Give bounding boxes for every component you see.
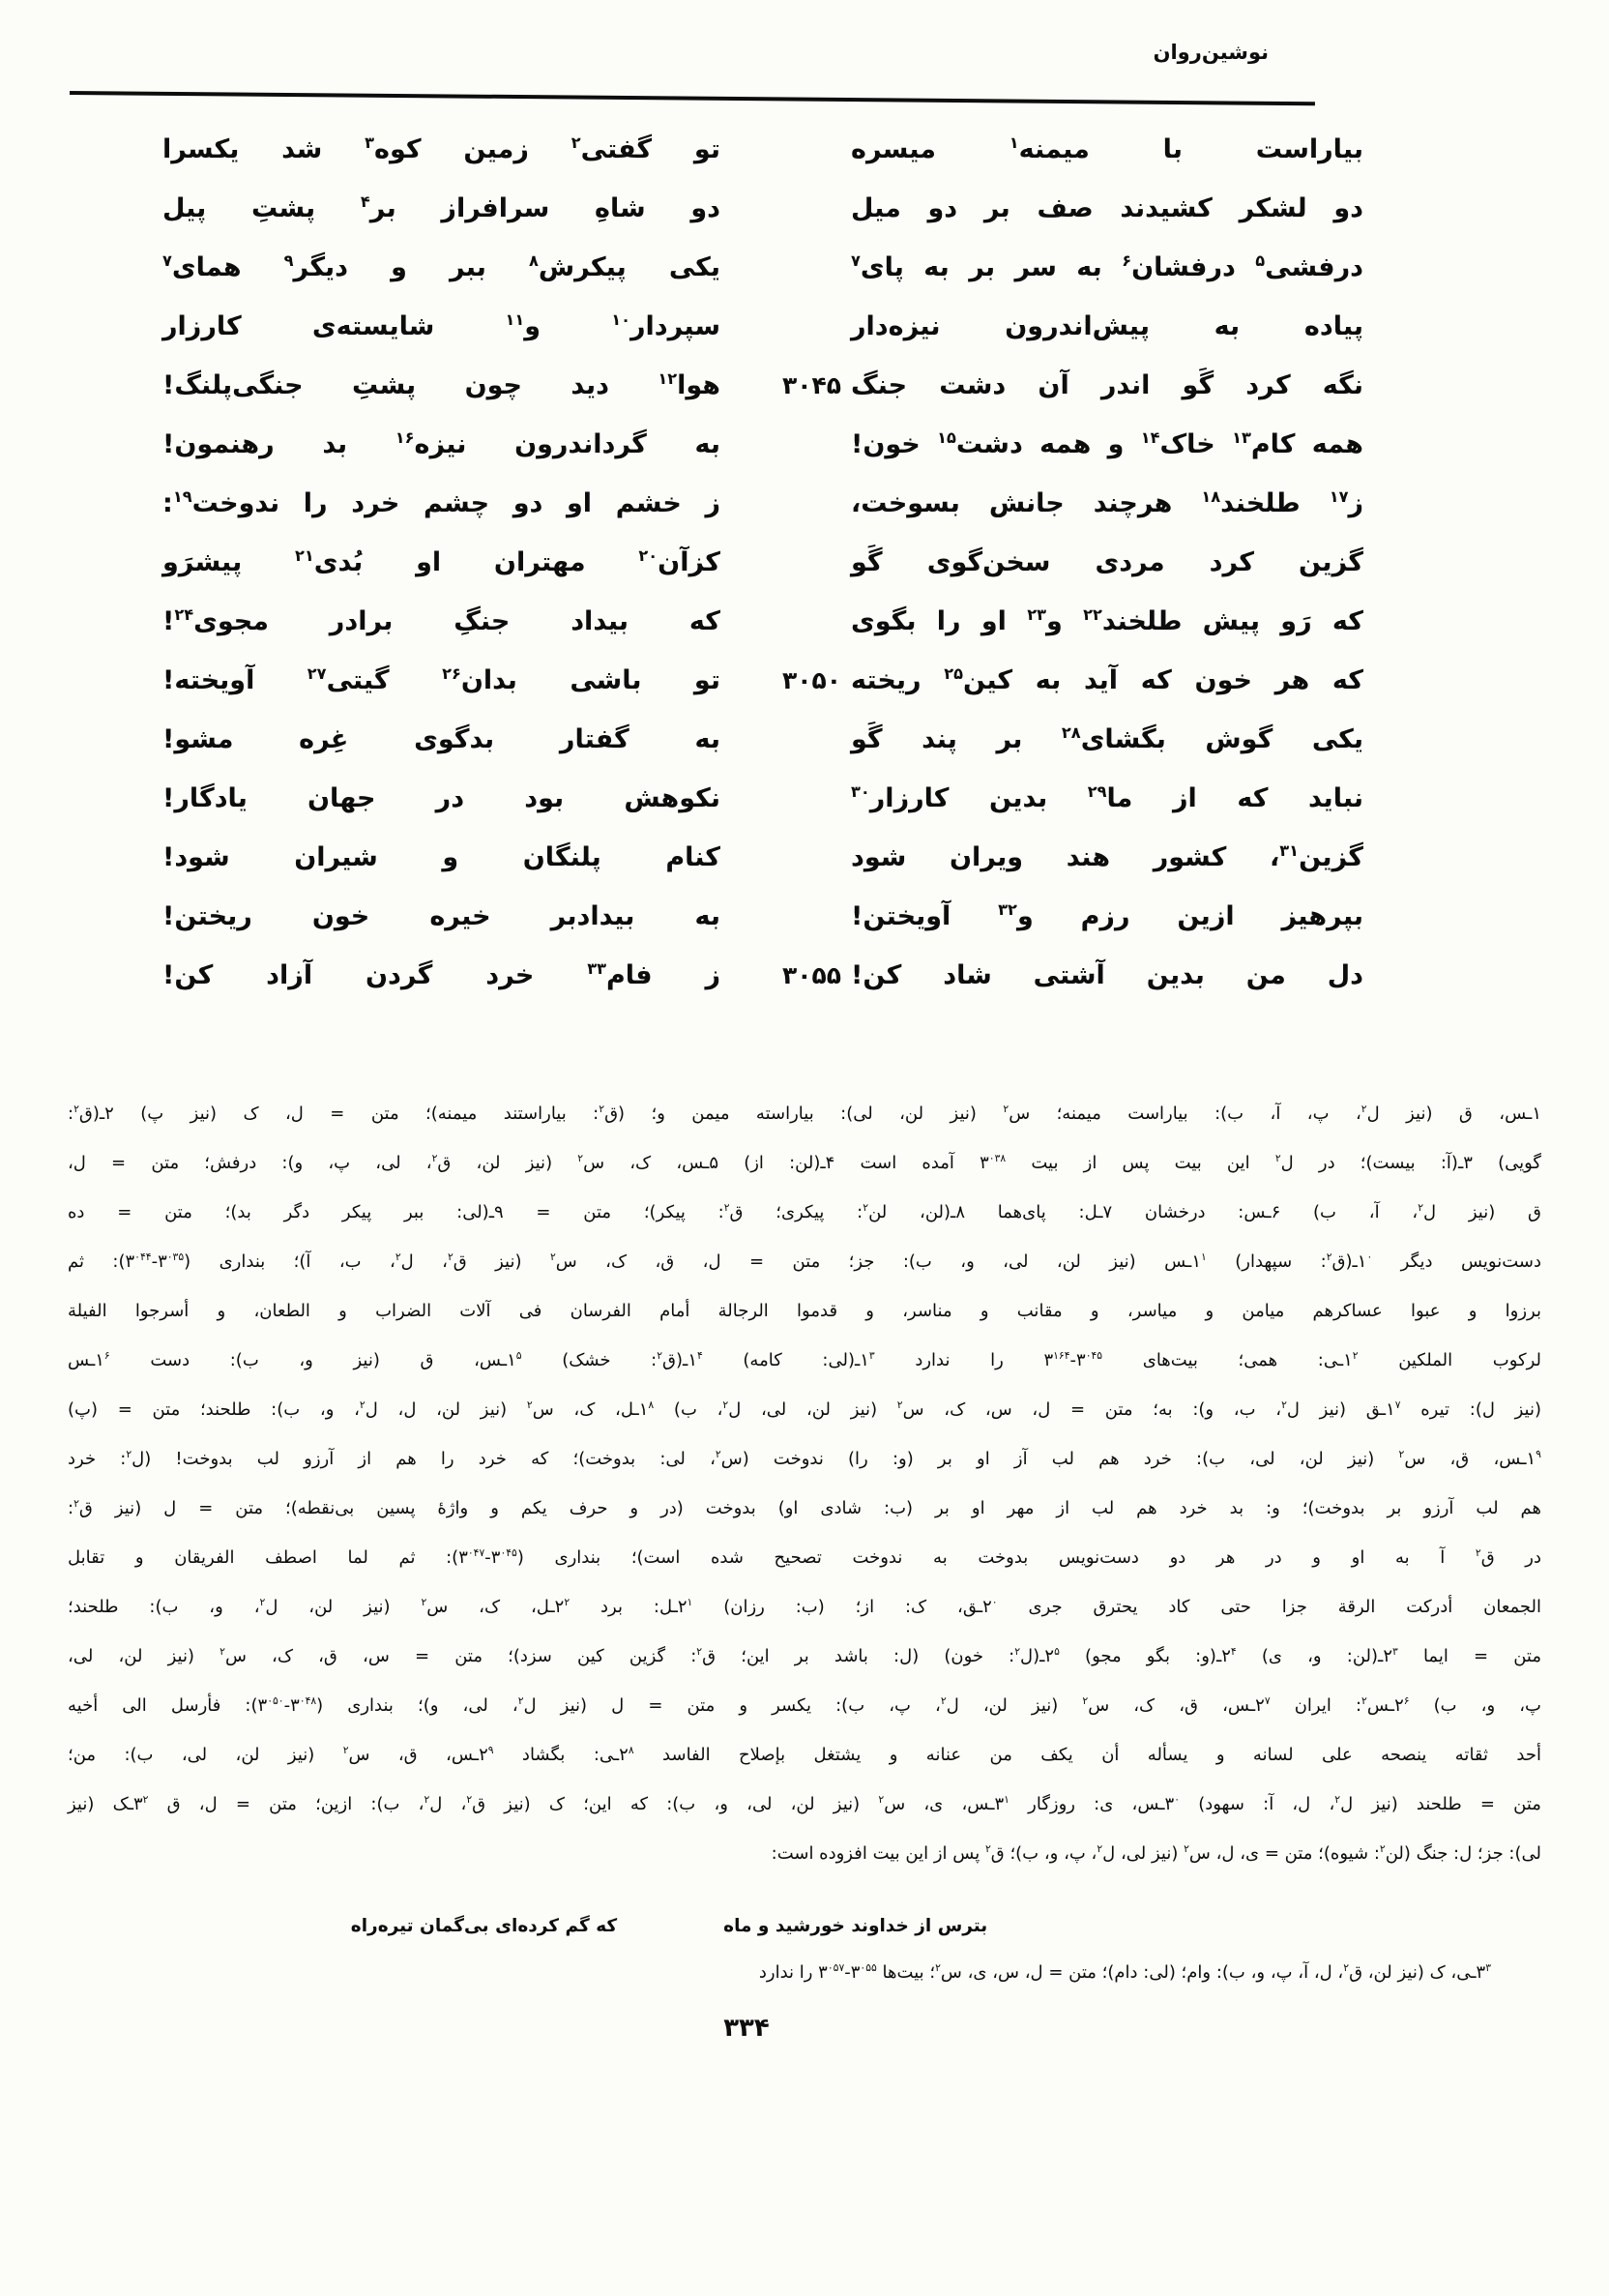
verse-number: ۳۰۵۵	[781, 961, 841, 989]
verse-row	[162, 356, 1363, 415]
apparatus-line: متن = طلحند (نیز ل$^۲$، ل، آ: سهود) $۳^۰ـس،$ ی: روزگار $۳^۱ـس،$ ی، س$^۲$ (نیز لن، لی، و، ب): که این؛ ک (نیز ق$^۲$، ل$^۲$، ب): ازین؛ متن = ل، ق $۳^۲ـک$ (نیز	[68, 1793, 1541, 1814]
apparatus-line: الجمعان أدرکت الرقة جزا حتی کاد یحترق جری $۲^۰ـق،$ ک: از؛ (ب: رزان) $۲^۱ـل$: برد $۲^۲ـل،$ ک، س$^۲$ (نیز لن، ل$^۲$، و، ب): طلحند؛	[68, 1596, 1542, 1617]
second-hemistich: کنام پلنگان و شیران شود!	[162, 842, 720, 872]
second-hemistich: یکی پیکرش$^۸$ ببر و دیگر$^۹$ همای$^۷$	[162, 251, 720, 282]
apparatus-line: گویی) ۳ـ(آ: بیست)؛ در ل$^۲$ این بیت پس از بیت $۳^{۰۳۸}$ آمده است ۴ـ(لن: از) ۵ـس، ک، س$^۲$ (نیز لن، ق$^۲$، لی، پ، و): درفش؛ متن = ل،	[68, 1152, 1541, 1173]
second-hemistich: دو شاهِ سرافراز بر$^۴$ پشتِ پیل	[162, 192, 720, 223]
second-hemistich: ز خشم او دو چشم خرد را ندوخت$^{۱۹}$:	[162, 487, 720, 518]
verse-row	[162, 415, 1363, 474]
second-hemistich: سپردار$^{۱۰}$ و$^{۱۱}$ شایسته‌ی کارزار	[162, 310, 721, 341]
first-hemistich: پیاده به پیش‌اندرون نیزه‌دار	[851, 311, 1363, 341]
apparatus-line: متن = ایما $۲^۳ـ(لن$: و، ی) $۲^۴ـ(و$: بگو مجو) $۲^۵ـ(ل^۲$: خون) (ل: باشد بر این؛ ق$^۲$: گزین کین سزد)؛ متن = س، ق، ک، س$^۲$ (نیز لن، لی،	[68, 1645, 1541, 1666]
verse-row	[162, 238, 1363, 297]
apparatus-line: پ، و، ب) $۲^۶ـس^۲$: ایران $۲^۷ـس،$ ق، ک، س$^۲$ (نیز لن، ل$^۲$، پ، ب): یکسر و متن = ل (نیز ل$^۲$، لی، و)؛ بنداری $(۳^{۰۴۸}-۳^{۰۵۰})$: فأرسل الی أخیه	[68, 1694, 1542, 1716]
critical-apparatus	[68, 1089, 1541, 1878]
first-hemistich: دو لشکر کشیدند صف بر دو میل	[851, 193, 1363, 223]
verse-row	[162, 651, 1363, 710]
verse-row	[162, 533, 1363, 592]
second-hemistich: تو باشی بدان$^{۲۶}$ گیتی$^{۲۷}$ آویخته!	[162, 664, 720, 695]
second-hemistich: کزآن$^{۲۰}$ مهتران او بُدی$^{۲۱}$ پیشرَو	[162, 546, 720, 577]
inserted-couplet	[0, 1907, 1474, 1946]
verse-row	[162, 297, 1363, 356]
verse-row	[162, 946, 1363, 1005]
verse-row	[162, 828, 1363, 887]
second-hemistich: ز فام$^{۳۳}$ خرد گردن آزاد کن!	[162, 959, 720, 990]
verse-row	[162, 592, 1363, 651]
first-hemistich: که هر خون که آید به کین$^{۲۵}$ ریخته	[851, 664, 1363, 695]
running-title: نوشین‌روان	[1153, 41, 1269, 64]
couplet-second-hemistich: که گم کرده‌ای بی‌گمان تیره‌راه	[350, 1916, 618, 1936]
first-hemistich: نگه کرد گَو اندر آن دشت جنگ	[851, 370, 1363, 400]
apparatus-line: برزوا و عبوا عساکرهم میامن و میاسر، و مقانب و مناسر، و قدموا الرجالة أمام الفرسان فی آلات الضراب و الطعان، و أسرجوا الفیلة	[68, 1301, 1541, 1321]
second-hemistich: هوا$^{۱۲}$ دید چون پشتِ جنگی‌پلنگ!	[162, 369, 720, 400]
couplet-first-hemistich: بترس از خداوند خورشید و ماه	[723, 1916, 988, 1936]
apparatus-line: ۱ـس، ق (نیز ل$^۲$، پ، آ، ب): بیاراست میمنه؛ س$^۲$ (نیز لن، لی): بیاراسته میمن و؛ (ق$^۲$: بیاراستند میمنه)؛ متن = ل، ک (نیز پ) ۲ـ(ق$^۲$:	[68, 1103, 1542, 1124]
apparatus-line: هم لب آرزو بر بدوخت)؛ و: بد خرد هم لب از مهر او بر (ب: شادی او) بدوخت (در و حرف یکم و واژهٔ پسین بی‌نقطه)؛ متن = ل (نیز ق$^۲$:	[68, 1497, 1541, 1518]
verse-number: ۳۰۵۰	[781, 666, 841, 694]
first-hemistich: ز$^{۱۷}$ طلخند$^{۱۸}$ هرچند جانش بسوخت،	[851, 487, 1363, 518]
verse-row	[162, 474, 1363, 533]
apparatus-line: لی): جز؛ ل: جنگ (لن$^۲$: شیوه)؛ متن = ی، ل، س$^۲$ (نیز لی، ل$^۲$، پ، و، ب)؛ ق$^۲$ پس از این بیت افزوده است:	[771, 1842, 1541, 1864]
poem-verses	[162, 120, 1363, 1005]
verse-row	[162, 179, 1363, 238]
first-hemistich: نباید که از ما$^{۲۹}$ بدین کارزار$^{۳۰}$	[851, 782, 1363, 813]
header-rule	[70, 91, 1315, 105]
first-hemistich: گزین$^{۳۱}$، کشور هند ویران شود	[851, 841, 1363, 872]
first-hemistich: درفشی$^۵$ درفشان$^۶$ به سر بر به پای$^۷$	[851, 251, 1364, 282]
second-hemistich: نکوهش بود در جهان یادگار!	[162, 783, 720, 813]
verse-row	[162, 710, 1363, 769]
second-hemistich: تو گفتی$^۲$ زمین کوه$^۳$ شد یکسرا	[162, 133, 720, 164]
first-hemistich: همه کام$^{۱۳}$ خاک$^{۱۴}$ و همه دشت$^{۱۵}$ خون!	[851, 428, 1363, 459]
page-number: ۳۳۴	[723, 2014, 770, 2043]
first-hemistich: بیاراست با میمنه$^۱$ میسره	[851, 133, 1363, 164]
apparatus-line: أحد ثقاته ینصحه علی لسانه و یسأله أن یکف من عنانه و یشتغل بإصلاح الفاسد $۲^۸ـی$: بگشاد $۲^۹ـس،$ ق، س$^۲$ (نیز لن، لی، ب): من؛	[68, 1744, 1542, 1765]
apparatus-last-line: $۳^۳ـی،$ ک (نیز لن، ق$^۲$، ل، آ، پ، و، ب): وام؛ (لی: دام)؛ متن = ل، س، ی، س$^۲$؛ بیت‌ها $۳^{۰۵۵}-۳^{۰۵۷}$ را ندارد	[758, 1961, 1491, 1983]
first-hemistich: که رَو پیش طلخند$^{۲۲}$ و$^{۲۳}$ او را بگوی	[851, 605, 1363, 636]
apparatus-line: دست‌نویس دیگر $۱^۰ـ(ق^۲$: سپهدار) $۱^۱ـس$ (نیز لن، لی، و، ب): جز؛ متن = ل، ق، ک، س$^۲$ (نیز ق$^۲$، ل$^۲$، ب، آ)؛ بنداری $(۳^{۰۳۵}-۳^{۰۴۴})$: ثم	[68, 1251, 1542, 1272]
first-hemistich: دل من بدین آشتی شاد کن!	[851, 960, 1363, 990]
first-hemistich: یکی گوش بگشای$^{۲۸}$ بر پند گَو	[851, 723, 1363, 754]
verse-row	[162, 120, 1363, 179]
second-hemistich: به گرداندرون نیزه$^{۱۶}$ بد رهنمون!	[162, 428, 720, 459]
verse-row	[162, 887, 1363, 946]
first-hemistich: گزین کرد مردی سخن‌گوی گَو	[851, 547, 1363, 577]
verse-number: ۳۰۴۵	[781, 371, 841, 399]
second-hemistich: به بیدادبر خیره خون ریختن!	[162, 901, 720, 931]
apparatus-line: $۱^۹ـس،$ ق، س$^۲$ (نیز لن، لی، ب): خرد هم لب آز او بر (و: را) ندوخت (س$^۲$، لی: بدوخت)؛ که خرد را هم از آرزو لب بدوخت! (ل$^۲$: خرد	[68, 1448, 1541, 1469]
apparatus-line: (نیز ل): تیره $۱^۷ـق$ (نیز ل$^۲$، ب، و): به؛ متن = ل، س، ک، س$^۲$ (نیز لن، لی، ل$^۲$، ب) $۱^۸ـل،$ ک، س$^۲$ (نیز لن، ل، ل$^۲$، و، ب): طلحند؛ متن = (پ)	[68, 1398, 1542, 1420]
apparatus-line: لرکوب الملکین $۱^۲ـی$: همی؛ بیت‌های $۳^{۰۴۵}-۳^{۱۶۴}$ را ندارد $۱^۳ـ(لی$: کامه) $۱^۴ـ(ق^۲$: خشک) $۱^۵ـس،$ ق (نیز و، ب): دست $۱^۶ـس$	[68, 1349, 1541, 1370]
first-hemistich: بپرهیز ازین رزم و$^{۳۲}$ آویختن!	[851, 900, 1363, 931]
apparatus-line: در ق$^۲$ آ به او و در هر دو دست‌نویس بدوخت به ندوخت تصحیح شده است)؛ بنداری $(۳^{۰۴۵}-۳^{۰۴۷})$: ثم لما اصطف الفریقان و تقابل	[68, 1546, 1542, 1568]
apparatus-line: ق (نیز ل$^۲$، آ، ب) ۶ـس: درخشان ۷ـل: پای‌هما ۸ـ(لن، لن$^۲$: پیکری؛ ق$^۲$: پیکر)؛ متن = ۹ـ(لی: ببر پیکر دگر بد)؛ متن = ده	[68, 1201, 1541, 1222]
second-hemistich: که بیداد جنگِ برادر مجوی$^{۲۴}$!	[162, 605, 720, 636]
verse-row	[162, 769, 1363, 828]
second-hemistich: به گفتار بدگوی غِره مشو!	[162, 724, 720, 754]
